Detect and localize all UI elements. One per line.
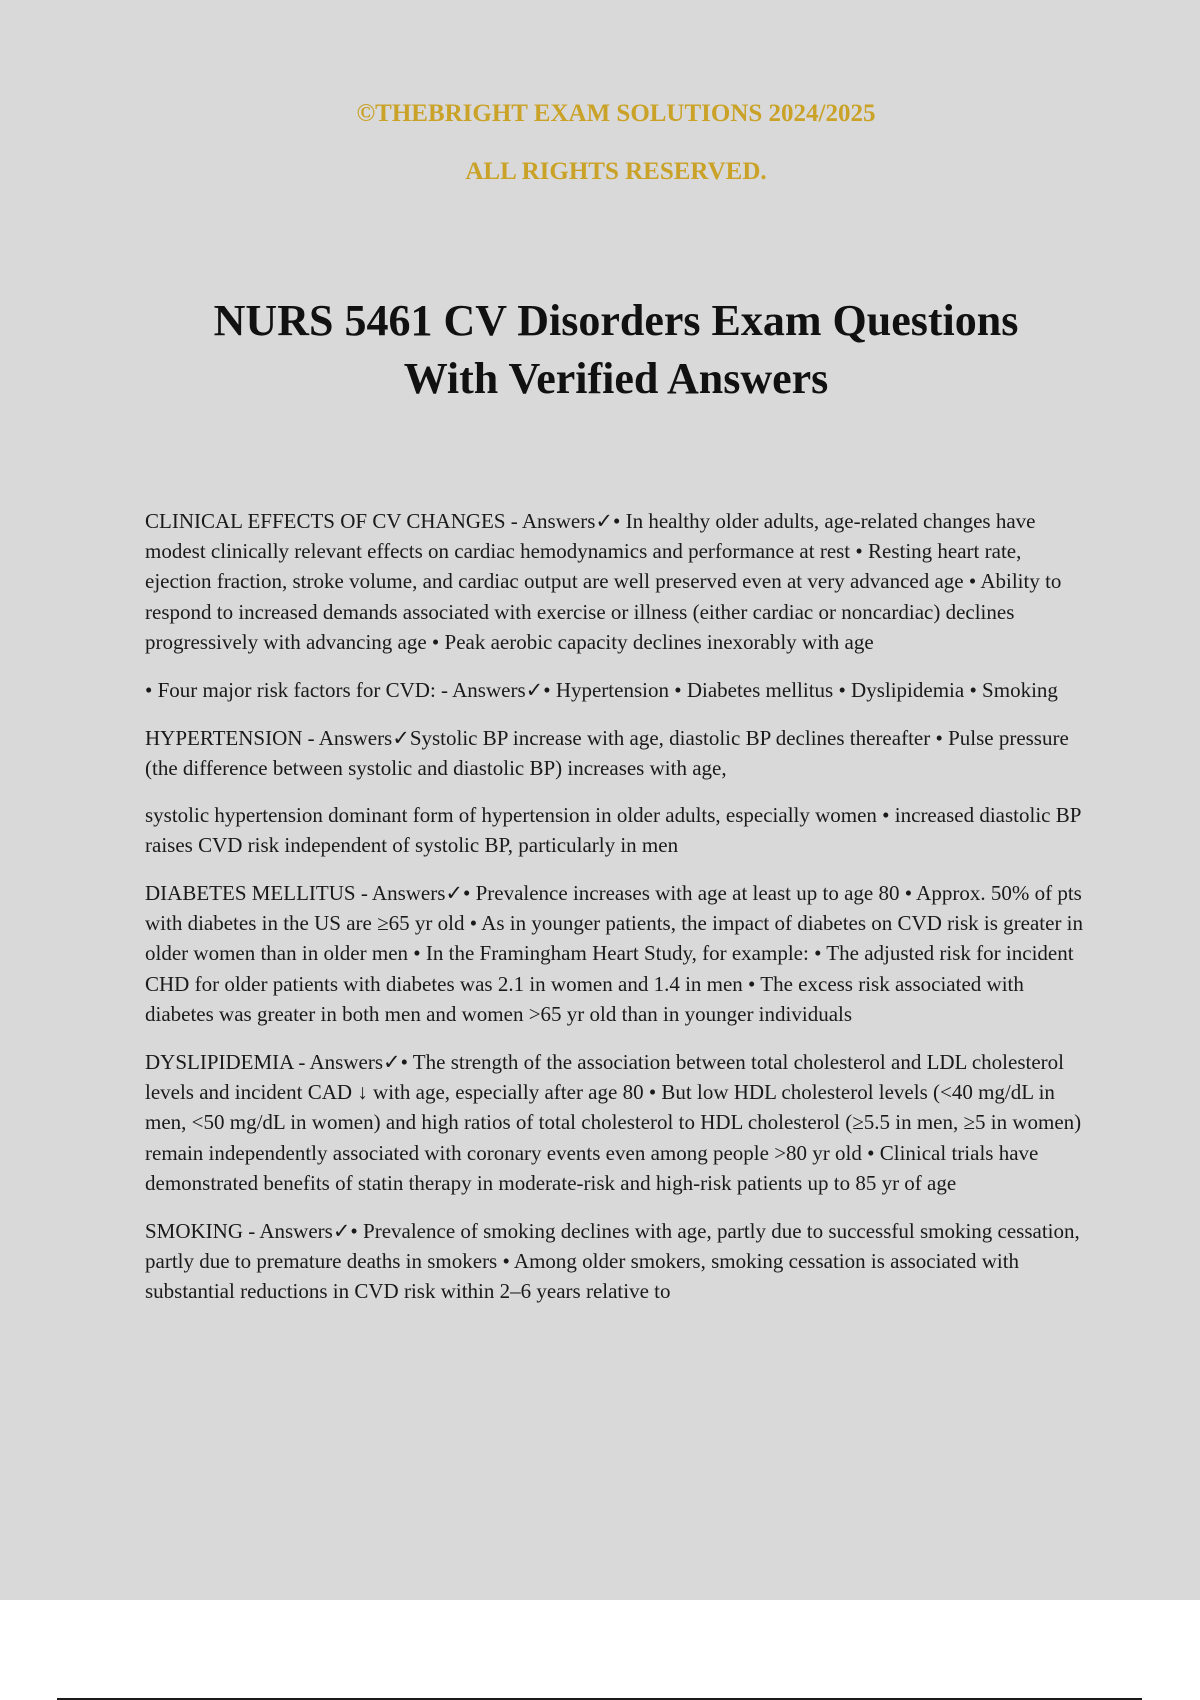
copyright-header: ©THEBRIGHT EXAM SOLUTIONS 2024/2025 xyxy=(356,100,876,127)
qa-hypertension: HYPERTENSION - Answers✓Systolic BP increase with age, diastolic BP declines thereafter • Pulse pressure (the difference between systolic and diastolic BP) increases with age, xyxy=(145,726,1069,781)
qa-dyslipidemia: DYSLIPIDEMIA - Answers✓• The strength of the association between total cholesterol and LDL cholesterol levels and incident CAD ↓ with age, especially after age 80 • But low HDL cholesterol levels (<40 mg/dL in men, <50 mg/dL in women) and high ratios of total cholesterol to HDL cholesterol (≥5.5 in men, ≥5 in women) remain independently associated with coronary events even among people >80 yr old • Clinical trials have demonstrated benefits of statin therapy in moderate-risk and high-risk patients up to 85 yr of age xyxy=(145,1050,1082,1195)
question-answer-list xyxy=(145,506,1085,1325)
qa-risk-factors: • Four major risk factors for CVD: - Answers✓• Hypertension • Diabetes mellitus • Dyslipidemia • Smoking xyxy=(145,678,1058,703)
qa-diabetes-mellitus: DIABETES MELLITUS - Answers✓• Prevalence increases with age at least up to age 80 • Approx. 50% of pts with diabetes in the US are ≥65 yr old • As in younger patients, the impact of diabetes on CVD risk is greater in older women than in older men • In the Framingham Heart Study, for example: • The adjusted risk for incident CHD for older patients with diabetes was 2.1 in women and 1.4 in men • The excess risk associated with diabetes was greater in both men and women >65 yr old than in younger individuals xyxy=(145,881,1084,1026)
qa-hypertension-continued: systolic hypertension dominant form of hypertension in older adults, especially women • increased diastolic BP raises CVD risk independent of systolic BP, particularly in men xyxy=(145,802,1081,857)
title-line-2: With Verified Answers xyxy=(403,354,829,403)
rights-reserved-header: ALL RIGHTS RESERVED. xyxy=(465,158,767,185)
document-title xyxy=(150,292,1082,408)
qa-smoking: SMOKING - Answers✓• Prevalence of smoking declines with age, partly due to successful smoking cessation, partly due to premature deaths in smokers • Among older smokers, smoking cessation is associated with substantial reductions in CVD risk within 2–6 years relative to xyxy=(145,1219,1080,1304)
title-line-1: NURS 5461 CV Disorders Exam Questions xyxy=(213,296,1019,345)
qa-clinical-effects: CLINICAL EFFECTS OF CV CHANGES - Answers✓• In healthy older adults, age-related changes have modest clinically relevant effects on cardiac hemodynamics and performance at rest • Resting heart rate, ejection fraction, stroke volume, and cardiac output are well preserved even at very advanced age • Ability to respond to increased demands associated with exercise or illness (either cardiac or noncardiac) declines progressively with advancing age • Peak aerobic capacity declines inexorably with age xyxy=(145,509,1062,654)
